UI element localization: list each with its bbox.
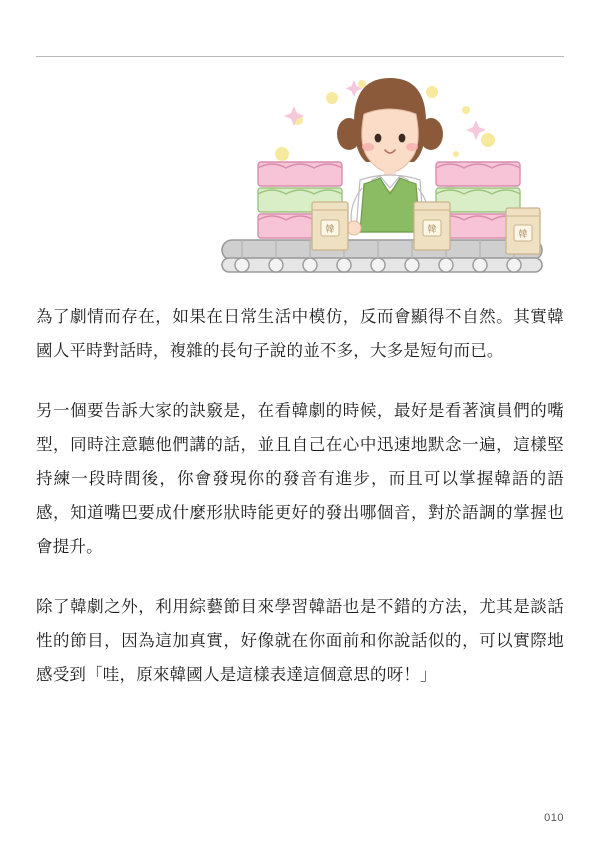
article-body: [36, 300, 564, 692]
chapter-illustration: [36, 62, 564, 282]
paper-bag: [506, 208, 540, 254]
paper-bag: [414, 202, 450, 250]
svg-text:韓: 韓: [427, 225, 437, 235]
svg-text:韓: 韓: [325, 225, 335, 235]
svg-text:韓: 韓: [518, 230, 528, 240]
conveyor-belt: [222, 240, 542, 272]
paper-bag: [312, 202, 348, 250]
paragraph-1: 為了劇情而存在，如果在日常生活中模仿，反而會顯得不自然。其實韓國人平時對話時，複雜的長句子說的並不多，大多是短句而已。: [36, 307, 564, 360]
header-divider: [36, 56, 564, 57]
paragraph-2: 另一個要告訴大家的訣竅是，在看韓劇的時候，最好是看著演員們的嘴型，同時注意聽他們講的話，並且自己在心中迅速地默念一遍，這樣堅持練一段時間後，你會發現你的發音有進步，而且可以掌握韓語的語感，知道嘴巴要成什麼形狀時能更好的發出哪個音，對於語調的掌握也會提升。: [36, 401, 564, 556]
page-number: 010: [544, 812, 564, 824]
paper-bag-group: [312, 202, 540, 254]
paragraph-3: 除了韓劇之外，利用綜藝節目來學習韓語也是不錯的方法，尤其是談話性的節目，因為這加真實，好像就在你面前和你說話似的，可以實際地感受到「哇，原來韓國人是這樣表達這個意思的呀！」: [36, 597, 564, 684]
